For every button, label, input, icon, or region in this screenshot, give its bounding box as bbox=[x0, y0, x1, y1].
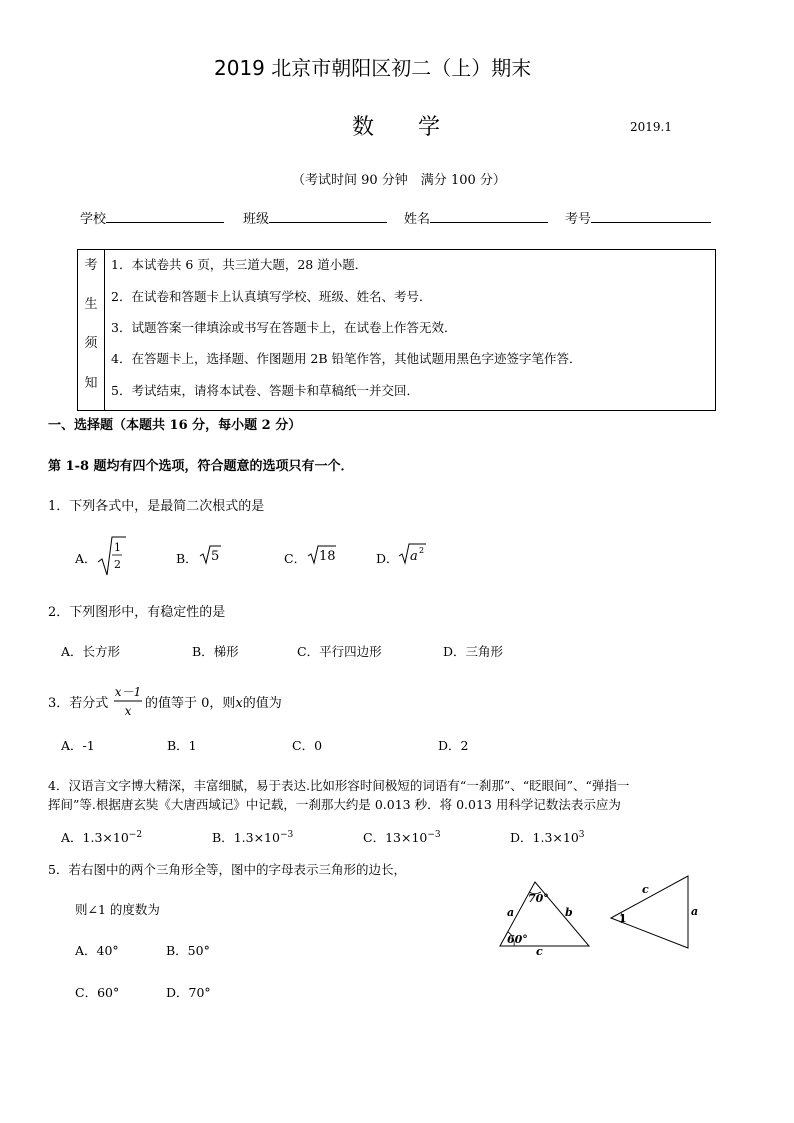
name-blank[interactable] bbox=[430, 208, 548, 223]
q1-d-radicand: a bbox=[410, 549, 418, 564]
q4-option-a-base: 1.3×10 bbox=[82, 830, 129, 845]
question-5-line1: 5．若右图中的两个三角形全等，图中的字母表示三角形的边长， bbox=[48, 862, 406, 877]
q1-b-radicand: 5 bbox=[211, 549, 220, 564]
notice-heading-char: 考 bbox=[84, 258, 98, 273]
q4-option-b-exp: −3 bbox=[279, 829, 294, 840]
q1-option-a-radical bbox=[96, 534, 128, 578]
q4-option-c-exp: −3 bbox=[427, 829, 441, 840]
q4-option-b[interactable] bbox=[212, 828, 293, 846]
q1-option-b-radical bbox=[199, 543, 223, 567]
q3-var: x bbox=[235, 696, 243, 711]
question-5-line2: 则∠1 的度数为 bbox=[75, 902, 160, 917]
q3-denominator: x bbox=[124, 704, 132, 718]
page-title: 2019 北京市朝阳区初二（上）期末 bbox=[214, 56, 532, 80]
q1-option-d-radical bbox=[398, 541, 430, 567]
field-school-label: 学校 bbox=[80, 212, 107, 227]
q1-a-denominator: 2 bbox=[114, 558, 121, 571]
notice-heading-char: 生 bbox=[84, 297, 98, 312]
q4-option-a-exp: −2 bbox=[128, 829, 143, 840]
field-exam-no bbox=[565, 208, 711, 227]
q2-option-d[interactable]: D．三角形 bbox=[443, 644, 504, 659]
q5-option-c[interactable]: C．60° bbox=[75, 985, 120, 1000]
notice-item: 4．在答题卡上，选择题、作图题用 2B 铅笔作答，其他试题用黑色字迹签字笔作答． bbox=[111, 351, 582, 366]
tri1-top-angle: 70° bbox=[528, 892, 549, 905]
q1-option-d-label[interactable]: D． bbox=[376, 551, 399, 566]
notice-box bbox=[77, 249, 716, 411]
q4-option-d[interactable] bbox=[510, 828, 585, 846]
q4-option-a[interactable] bbox=[61, 828, 142, 846]
q3-option-b[interactable]: B．1 bbox=[167, 738, 197, 753]
notice-heading-char: 知 bbox=[84, 376, 98, 391]
q4-option-d-exp: 3 bbox=[578, 829, 585, 840]
q3-numerator: x－1 bbox=[114, 685, 142, 699]
q1-option-b-label[interactable]: B． bbox=[176, 551, 198, 566]
q4-option-c-label: C． bbox=[363, 830, 386, 845]
field-class-label: 班级 bbox=[243, 212, 270, 227]
q4-option-b-label: B． bbox=[212, 830, 234, 845]
field-name bbox=[404, 208, 548, 227]
q5-option-b[interactable]: B．50° bbox=[166, 943, 210, 958]
q1-a-numerator: 1 bbox=[114, 541, 121, 554]
notice-item: 5．考试结束，请将本试卷、答题卡和草稿纸一并交回． bbox=[111, 383, 419, 398]
q5-triangles-figure bbox=[494, 872, 714, 962]
q3-option-a[interactable]: A．-1 bbox=[61, 738, 95, 753]
exam-no-blank[interactable] bbox=[591, 208, 711, 223]
question-1-stem: 1．下列各式中，是最简二次根式的是 bbox=[48, 499, 265, 514]
question-4-line2: 挥间”等.根据唐玄奘《大唐西域记》中记载，一刹那大约是 0.013 秒．将 0.013 用科学记数法表示应为 bbox=[48, 797, 621, 812]
q4-option-b-base: 1.3×10 bbox=[233, 830, 280, 845]
notice-item: 2．在试卷和答题卡上认真填写学校、班级、姓名、考号． bbox=[111, 289, 432, 304]
triangle-right bbox=[611, 876, 698, 948]
section-instruction: 第 1-8 题均有四个选项，符合题意的选项只有一个． bbox=[48, 459, 354, 474]
q3-stem-pre: 3．若分式 bbox=[48, 696, 109, 711]
q5-option-d[interactable]: D．70° bbox=[166, 985, 211, 1000]
q3-option-c[interactable]: C．0 bbox=[292, 738, 323, 753]
question-4-line1: 4．汉语言文字博大精深，丰富细腻，易于表达.比如形容时间极短的词语有“一刹那”、“眨眼间”、“弹指一 bbox=[48, 778, 630, 793]
q3-fraction bbox=[111, 683, 145, 721]
q3-stem-post: 的值为 bbox=[242, 696, 282, 711]
q3-stem-mid: 的值等于 0，则 bbox=[145, 696, 236, 711]
tri1-side-b: b bbox=[565, 906, 573, 919]
subject-title: 数 学 bbox=[352, 115, 441, 140]
notice-divider bbox=[104, 250, 105, 410]
q4-option-a-label: A． bbox=[61, 830, 83, 845]
tri2-angle-1: 1 bbox=[619, 912, 627, 925]
q4-option-c[interactable] bbox=[363, 828, 441, 846]
exam-info: （考试时间 90 分钟 满分 100 分） bbox=[292, 173, 506, 188]
notice-heading-char: 须 bbox=[84, 336, 98, 351]
exam-date: 2019.1 bbox=[630, 120, 672, 134]
tri1-bottom-angle: 60° bbox=[507, 933, 528, 946]
section-heading: 一、选择题（本题共 16 分，每小题 2 分） bbox=[48, 418, 302, 433]
field-name-label: 姓名 bbox=[404, 212, 431, 227]
q1-d-exponent: 2 bbox=[419, 546, 425, 555]
q4-option-d-base: 1.3×10 bbox=[532, 830, 579, 845]
field-exam-no-label: 考号 bbox=[565, 212, 592, 227]
question-3-stem-rest bbox=[145, 692, 282, 711]
triangle-left bbox=[500, 882, 589, 958]
notice-item: 1．本试卷共 6 页，共三道大题，28 道小题． bbox=[111, 257, 368, 272]
q2-option-a[interactable]: A．长方形 bbox=[61, 644, 121, 659]
q1-option-c-label[interactable]: C． bbox=[284, 551, 307, 566]
q2-option-c[interactable]: C．平行四边形 bbox=[297, 644, 382, 659]
question-2-stem: 2．下列图形中，有稳定性的是 bbox=[48, 605, 226, 620]
field-class bbox=[243, 208, 387, 227]
q1-option-a-label[interactable]: A． bbox=[75, 551, 97, 566]
class-blank[interactable] bbox=[269, 208, 387, 223]
notice-item: 3．试题答案一律填涂或书写在答题卡上，在试卷上作答无效． bbox=[111, 320, 457, 335]
school-blank[interactable] bbox=[106, 208, 224, 223]
q3-option-d[interactable]: D．2 bbox=[438, 738, 469, 753]
q1-c-radicand: 18 bbox=[319, 549, 336, 564]
tri2-side-c: c bbox=[642, 883, 649, 896]
q1-option-c-radical bbox=[307, 543, 337, 567]
q4-option-c-base: 13×10 bbox=[385, 830, 428, 845]
tri1-side-c: c bbox=[536, 945, 543, 958]
tri2-side-a: a bbox=[691, 905, 699, 918]
q5-option-a[interactable]: A．40° bbox=[75, 943, 119, 958]
tri1-side-a: a bbox=[507, 906, 515, 919]
q2-option-b[interactable]: B．梯形 bbox=[192, 644, 239, 659]
field-school bbox=[80, 208, 224, 227]
q4-option-d-label: D． bbox=[510, 830, 533, 845]
question-3-stem bbox=[48, 692, 108, 711]
